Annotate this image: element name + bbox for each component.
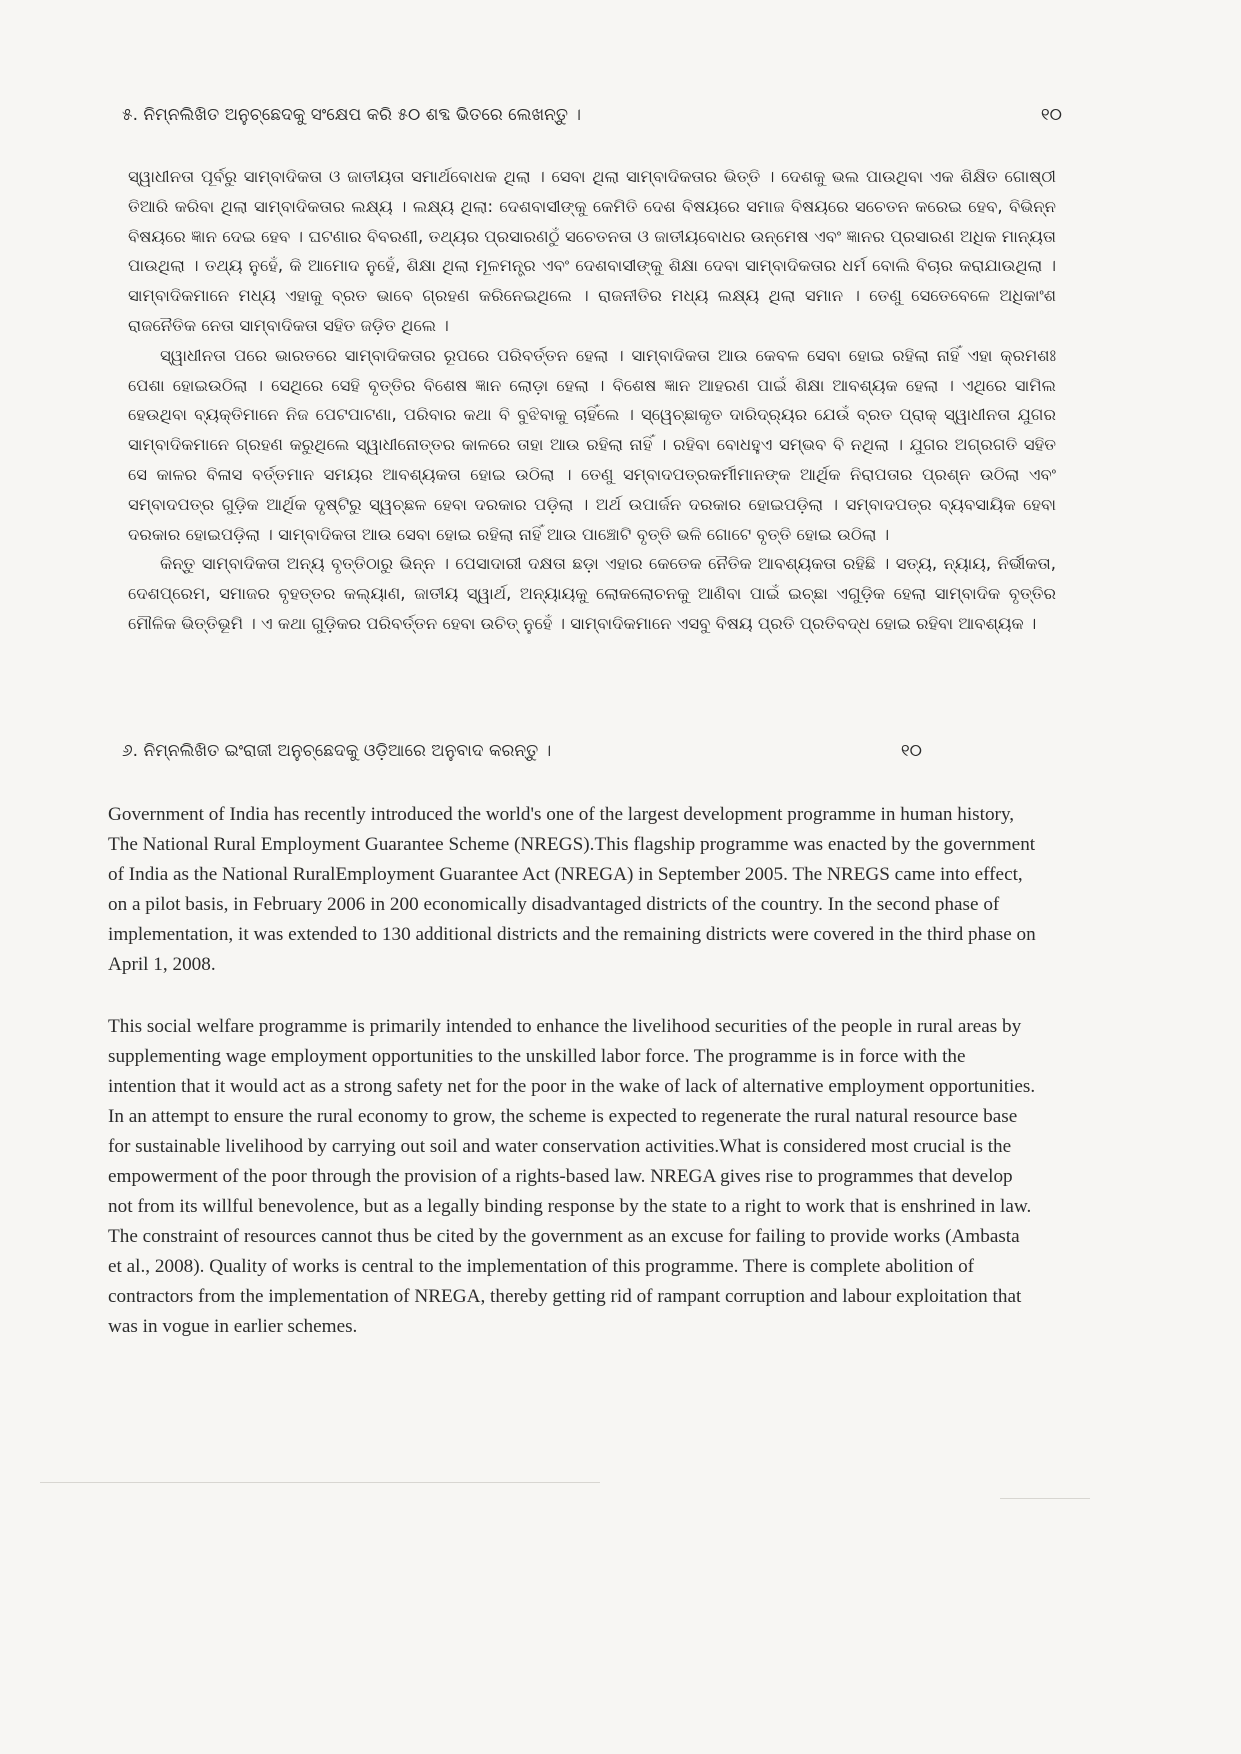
scan-mark-left (40, 1482, 600, 1483)
english-paragraph-2: This social welfare programme is primarily intended to enhance the livelihood securities of the people in rural areas by supplementing wage employment opportunities to the unskilled labor force. The programme is in force with the intention that it would act as a strong safety net for the poor in the wake of lack of alternative employment opportunities. In an attempt to ensure the rural economy to grow, the scheme is expected to regenerate the rural natural resource base for sustainable livelihood by carrying out soil and water conservation activities.What is considered most crucial is the empowerment of the poor through the provision of a rights-based law. NREGA gives rise to programmes that develop not from its willful benevolence, but as a legally binding response by the state to a right to work that is enshrined in law. The constraint of resources cannot thus be cited by the government as an excuse for failing to provide works (Ambasta et al., 2008). Quality of works is central to the implementation of this programme. There is complete abolition of contractors from the implementation of NREGA, thereby getting rid of rampant corruption and labour exploitation that was in vogue in earlier schemes. (108, 1016, 1036, 1337)
question-5-marks: ୧୦ (1040, 105, 1062, 125)
scan-mark-right (1000, 1498, 1090, 1499)
question-5-instruction: ୫. ନିମ୍ନଲିଖିତ ଅନୁଚ୍ଛେଦକୁ ସଂକ୍ଷେପ କରି ୫୦ ଶବ୍ଦ ଭିତରେ ଲେଖନ୍ତୁ । (122, 105, 582, 125)
english-paragraph-1: Government of India has recently introduced the world's one of the largest development programme in human history, The National Rural Employment Guarantee Scheme (NREGS).This flagship programme was enacted by the government of India as the National RuralEmployment Guarantee Act (NREGA) in September 2005. The NREGS came into effect, on a pilot basis, in February 2006 in 200 economically disadvantaged districts of the country. In the second phase of implementation, it was extended to 130 additional districts and the remaining districts were covered in the third phase on April 1, 2008. (108, 804, 1036, 975)
question-6-header (122, 740, 1122, 762)
question-6-instruction: ୬. ନିମ୍ନଲିଖିତ ଇଂରାଜୀ ଅନୁଚ୍ଛେଦକୁ ଓଡ଼ିଆରେ ଅନୁବାଦ କରନ୍ତୁ । (122, 741, 552, 761)
odia-passage (128, 162, 1056, 639)
odia-paragraph-3: କିନ୍ତୁ ସାମ୍ବାଦିକତା ଅନ୍ୟ ବୃତ୍ତିଠାରୁ ଭିନ୍ନ । ପେସାଦାରୀ ଦକ୍ଷତା ଛଡ଼ା ଏହାର କେତେକ ନୈତିକ ଆବଶ୍ୟକତା ରହିଛି । ସତ୍ୟ, ନ୍ୟାୟ, ନିର୍ଭୀକତା, ଦେଶପ୍ରେମ, ସମାଜର ବୃହତ୍ତର କଲ୍ୟାଣ, ଜାତୀୟ ସ୍ୱାର୍ଥ, ଅନ୍ୟାୟକୁ ଲୋକଲୋଚନକୁ ଆଣିବା ପାଇଁ ଇଚ୍ଛା ଏଗୁଡ଼ିକ ହେଲା ସାମ୍ବାଦିକ ବୃତ୍ତିର ମୌଳିକ ଭିତ୍ତିଭୂମି । ଏ କଥା ଗୁଡ଼ିକର ପରିବର୍ତ୍ତନ ହେବା ଉଚିତ୍ ନୁହେଁ । ସାମ୍ବାଦିକମାନେ ଏସବୁ ବିଷୟ ପ୍ରତି ପ୍ରତିବଦ୍ଧ ହୋଇ ରହିବା ଆବଶ୍ୟକ । (128, 554, 1056, 633)
question-6-marks: ୧୦ (900, 741, 922, 761)
question-5-header (122, 104, 1122, 126)
odia-paragraph-2: ସ୍ୱାଧୀନତା ପରେ ଭାରତରେ ସାମ୍ବାଦିକତାର ରୂପରେ ପରିବର୍ତ୍ତନ ହେଲା । ସାମ୍ବାଦିକତା ଆଉ କେବଳ ସେବା ହୋଇ ରହିଲା ନାହିଁ ଏହା କ୍ରମଶଃ ପେଶା ହୋଇଉଠିଲା । ସେଥିରେ ସେହି ବୃତ୍ତିର ବିଶେଷ ଜ୍ଞାନ ଲୋଡ଼ା ହେଲା । ବିଶେଷ ଜ୍ଞାନ ଆହରଣ ପାଇଁ ଶିକ୍ଷା ଆବଶ୍ୟକ ହେଲା । ଏଥିରେ ସାମିଲ ହେଉଥିବା ବ୍ୟକ୍ତିମାନେ ନିଜ ପେଟପାଟଣା, ପରିବାର କଥା ବି ବୁଝିବାକୁ ଚାହିଁଲେ । ସ୍ୱେଚ୍ଛାକୃତ ଦାରିଦ୍ର୍ୟର ଯେଉଁ ବ୍ରତ ପ୍ରାକ୍ ସ୍ୱାଧୀନତା ଯୁଗର ସାମ୍ବାଦିକମାନେ ଗ୍ରହଣ କରୁଥିଲେ ସ୍ୱାଧୀନୋତ୍ତର କାଳରେ ତାହା ଆଉ ରହିଲା ନାହିଁ । ରହିବା ବୋଧହୁଏ ସମ୍ଭବ ବି ନଥିଲା । ଯୁଗର ଅଗ୍ରଗତି ସହିତ ସେ କାଳର ବିଳାସ ବର୍ତ୍ତମାନ ସମୟର ଆବଶ୍ୟକତା ହୋଇ ଉଠିଲା । ତେଣୁ ସମ୍ବାଦପତ୍ରକର୍ମୀମାନଙ୍କ ଆର୍ଥିକ ନିରାପତାର ପ୍ରଶ୍ନ ଉଠିଲା ଏବଂ ସମ୍ବାଦପତ୍ର ଗୁଡ଼ିକ ଆର୍ଥିକ ଦୃଷ୍ଟିରୁ ସ୍ୱଚ୍ଛଳ ହେବା ଦରକାର ପଡ଼ିଲା । ଅର୍ଥ ଉପାର୍ଜନ ଦରକାର ହୋଇପଡ଼ିଲା । ସମ୍ବାଦପତ୍ର ବ୍ୟବସାୟିକ ହେବା ଦରକାର ହୋଇପଡ଼ିଲା । ସାମ୍ବାଦିକତା ଆଉ ସେବା ହୋଇ ରହିଲା ନାହିଁ ଆଉ ପାଞ୍ଚୋଟି ବୃତ୍ତି ଭଳି ଗୋଟେ ବୃତ୍ତି ହୋଇ ଉଠିଲା । (128, 345, 1056, 544)
odia-paragraph-1: ସ୍ୱାଧୀନତା ପୂର୍ବରୁ ସାମ୍ବାଦିକତା ଓ ଜାତୀୟତା ସମାର୍ଥବୋଧକ ଥିଲା । ସେବା ଥିଲା ସାମ୍ବାଦିକତାର ଭିତ୍ତି । ଦେଶକୁ ଭଲ ପାଉଥିବା ଏକ ଶିକ୍ଷିତ ଗୋଷ୍ଠୀ ତିଆରି କରିବା ଥିଲା ସାମ୍ବାଦିକତାର ଲକ୍ଷ୍ୟ । ଲକ୍ଷ୍ୟ ଥିଲା: ଦେଶବାସୀଙ୍କୁ କେମିତି ଦେଶ ବିଷୟରେ ସମାଜ ବିଷୟରେ ସଚେତନ କରେଇ ହେବ, ବିଭିନ୍ନ ବିଷୟରେ ଜ୍ଞାନ ଦେଇ ହେବ । ଘଟଣାର ବିବରଣୀ, ତଥ୍ୟର ପ୍ରସାରଣଠୁଁ ସଚେତନତା ଓ ଜାତୀୟବୋଧର ଉନ୍ମେଷ ଏବଂ ଜ୍ଞାନର ପ୍ରସାରଣ ଅଧିକ ମାନ୍ୟତା ପାଉଥିଲା । ତଥ୍ୟ ନୁହେଁ, କି ଆମୋଦ ନୁହେଁ, ଶିକ୍ଷା ଥିଲା ମୂଳମନ୍ତ୍ର ଏବଂ ଦେଶବାସୀଙ୍କୁ ଶିକ୍ଷା ଦେବା ସାମ୍ବାଦିକତାର ଧର୍ମ ବୋଲି ବିଚାର କରାଯାଉଥିଲା । ସାମ୍ବାଦିକମାନେ ମଧ୍ୟ ଏହାକୁ ବ୍ରତ ଭାବେ ଗ୍ରହଣ କରିନେଇଥିଲେ । ରାଜନୀତିର ମଧ୍ୟ ଲକ୍ଷ୍ୟ ଥିଲା ସମାନ । ତେଣୁ ସେତେବେଳେ ଅଧିକାଂଶ ରାଜନୈତିକ ନେତା ସାମ୍ବାଦିକତା ସହିତ ଜଡ଼ିତ ଥିଲେ । (128, 167, 1056, 335)
